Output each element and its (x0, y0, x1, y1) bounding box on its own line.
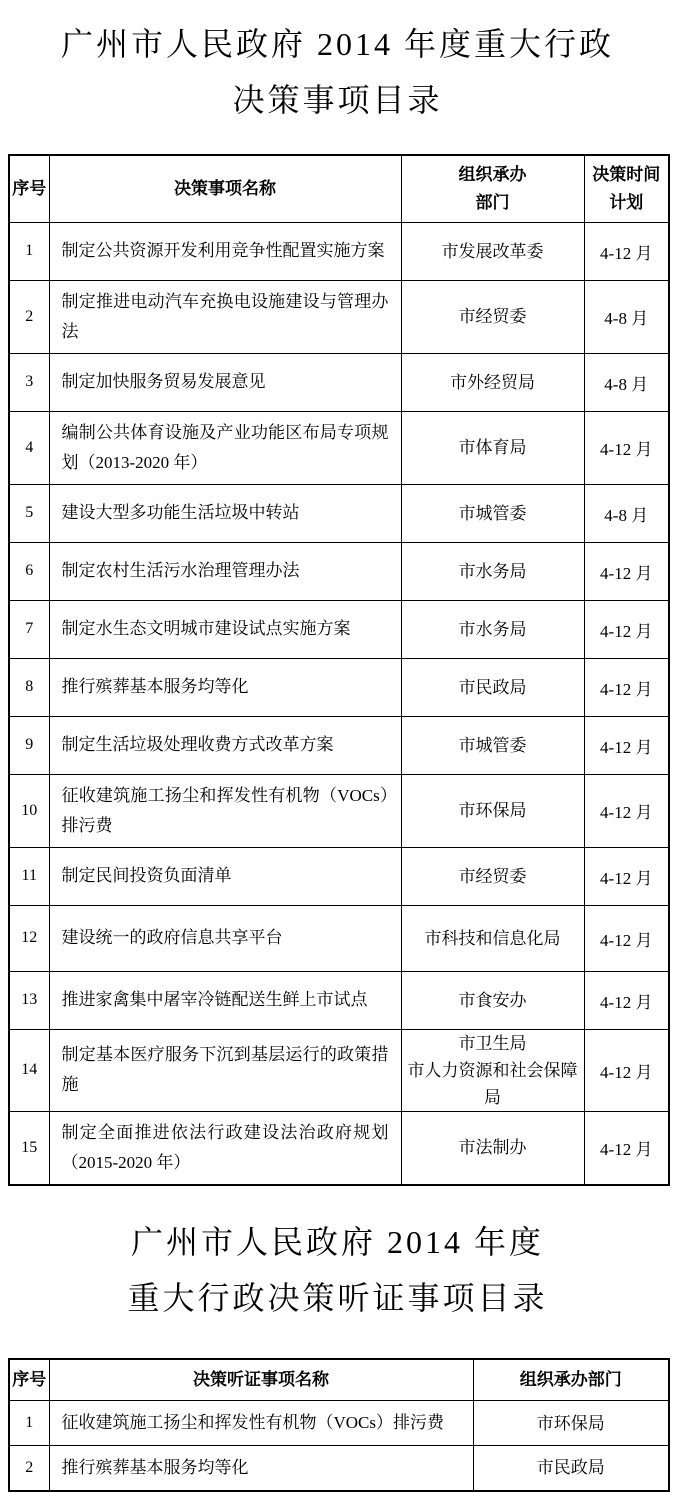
department-line-1: 市卫生局 (458, 1033, 527, 1053)
title-2-line-1: 广州市人民政府 2014 年度 (130, 1223, 544, 1260)
table-row (9, 905, 669, 971)
row-number-cell: 4 (9, 411, 49, 484)
document-page (0, 16, 675, 1478)
department-cell: 市民政局 (401, 658, 584, 716)
row-number-cell: 2 (9, 1446, 49, 1491)
department-cell: 市经贸委 (401, 847, 584, 905)
department-cell: 市体育局 (401, 411, 584, 484)
time-plan-cell: 4-8 月 (584, 484, 669, 542)
header-department: 组织承办 部门 (401, 155, 584, 222)
decision-items-table (8, 154, 670, 1186)
department-cell: 市环保局 (401, 774, 584, 847)
header-no: 序号 (9, 155, 49, 222)
time-plan-cell: 4-12 月 (584, 847, 669, 905)
row-number-cell: 10 (9, 774, 49, 847)
department-cell: 市法制办 (401, 1111, 584, 1185)
table-row (9, 600, 669, 658)
time-plan-cell: 4-12 月 (584, 1029, 669, 1111)
header-hearing-item-name: 决策听证事项名称 (49, 1359, 473, 1401)
table-row (9, 847, 669, 905)
table-row (9, 353, 669, 411)
department-cell: 市城管委 (401, 716, 584, 774)
header-no: 序号 (9, 1359, 49, 1401)
row-number-cell: 12 (9, 905, 49, 971)
item-name-cell: 征收建筑施工扬尘和挥发性有机物（VOCs）排污费 (49, 1401, 473, 1446)
table-row (9, 716, 669, 774)
item-name-cell: 制定民间投资负面清单 (49, 847, 401, 905)
department-cell: 市民政局 (473, 1446, 669, 1491)
time-plan-cell: 4-12 月 (584, 542, 669, 600)
item-name-cell: 制定加快服务贸易发展意见 (49, 353, 401, 411)
item-name-cell: 推进家禽集中屠宰冷链配送生鲜上市试点 (49, 971, 401, 1029)
item-name-cell: 推行殡葬基本服务均等化 (49, 1446, 473, 1491)
table-row (9, 411, 669, 484)
table-row (9, 658, 669, 716)
table-row (9, 1446, 669, 1491)
table-row (9, 1401, 669, 1446)
document-title-1 (0, 16, 675, 128)
time-plan-cell: 4-12 月 (584, 716, 669, 774)
department-cell: 市水务局 (401, 600, 584, 658)
department-cell: 市城管委 (401, 484, 584, 542)
item-name-cell: 制定农村生活污水治理管理办法 (49, 542, 401, 600)
department-cell (401, 1029, 584, 1111)
item-name-cell: 推行殡葬基本服务均等化 (49, 658, 401, 716)
table-row (9, 774, 669, 847)
time-plan-cell: 4-12 月 (584, 411, 669, 484)
row-number-cell: 1 (9, 1401, 49, 1446)
header-department: 组织承办部门 (473, 1359, 669, 1401)
row-number-cell: 1 (9, 222, 49, 280)
department-cell: 市环保局 (473, 1401, 669, 1446)
department-line-2: 市人力资源和社会保障局 (407, 1060, 578, 1107)
time-plan-cell: 4-12 月 (584, 774, 669, 847)
time-plan-cell: 4-12 月 (584, 222, 669, 280)
department-cell: 市外经贸局 (401, 353, 584, 411)
title-1-line-2: 决策事项目录 (232, 82, 443, 118)
item-name-cell: 征收建筑施工扬尘和挥发性有机物（VOCs）排污费 (49, 774, 401, 847)
item-name-cell: 制定公共资源开发利用竞争性配置实施方案 (49, 222, 401, 280)
table-row (9, 280, 669, 353)
row-number-cell: 6 (9, 542, 49, 600)
header-item-name: 决策事项名称 (49, 155, 401, 222)
item-name-cell: 制定生活垃圾处理收费方式改革方案 (49, 716, 401, 774)
table-row (9, 1029, 669, 1111)
title-1-line-1: 广州市人民政府 2014 年度重大行政 (60, 26, 614, 62)
row-number-cell: 13 (9, 971, 49, 1029)
row-number-cell: 2 (9, 280, 49, 353)
department-cell: 市食安办 (401, 971, 584, 1029)
time-plan-cell: 4-12 月 (584, 1111, 669, 1185)
item-name-cell: 制定推进电动汽车充换电设施建设与管理办法 (49, 280, 401, 353)
item-name-cell: 编制公共体育设施及产业功能区布局专项规划（2013-2020 年） (49, 411, 401, 484)
row-number-cell: 15 (9, 1111, 49, 1185)
department-cell: 市科技和信息化局 (401, 905, 584, 971)
department-cell: 市发展改革委 (401, 222, 584, 280)
row-number-cell: 5 (9, 484, 49, 542)
table-header-row (9, 1359, 669, 1401)
item-name-cell: 制定水生态文明城市建设试点实施方案 (49, 600, 401, 658)
row-number-cell: 9 (9, 716, 49, 774)
table-header-row (9, 155, 669, 222)
item-name-cell: 制定基本医疗服务下沉到基层运行的政策措施 (49, 1029, 401, 1111)
time-plan-cell: 4-12 月 (584, 971, 669, 1029)
item-name-cell: 建设统一的政府信息共享平台 (49, 905, 401, 971)
time-plan-cell: 4-12 月 (584, 600, 669, 658)
table-row (9, 484, 669, 542)
item-name-cell: 制定全面推进依法行政建设法治政府规划（2015-2020 年） (49, 1111, 401, 1185)
row-number-cell: 7 (9, 600, 49, 658)
row-number-cell: 8 (9, 658, 49, 716)
row-number-cell: 3 (9, 353, 49, 411)
row-number-cell: 14 (9, 1029, 49, 1111)
department-cell: 市经贸委 (401, 280, 584, 353)
table-row (9, 222, 669, 280)
table-row (9, 971, 669, 1029)
header-time-plan: 决策时间 计划 (584, 155, 669, 222)
table-row (9, 542, 669, 600)
row-number-cell: 11 (9, 847, 49, 905)
time-plan-cell: 4-8 月 (584, 280, 669, 353)
time-plan-cell: 4-12 月 (584, 905, 669, 971)
title-2-line-2: 重大行政决策听证事项目录 (127, 1279, 548, 1316)
department-cell: 市水务局 (401, 542, 584, 600)
item-name-cell: 建设大型多功能生活垃圾中转站 (49, 484, 401, 542)
time-plan-cell: 4-8 月 (584, 353, 669, 411)
time-plan-cell: 4-12 月 (584, 658, 669, 716)
table-row (9, 1111, 669, 1185)
document-title-2 (0, 1214, 675, 1326)
hearing-items-table (8, 1358, 670, 1492)
